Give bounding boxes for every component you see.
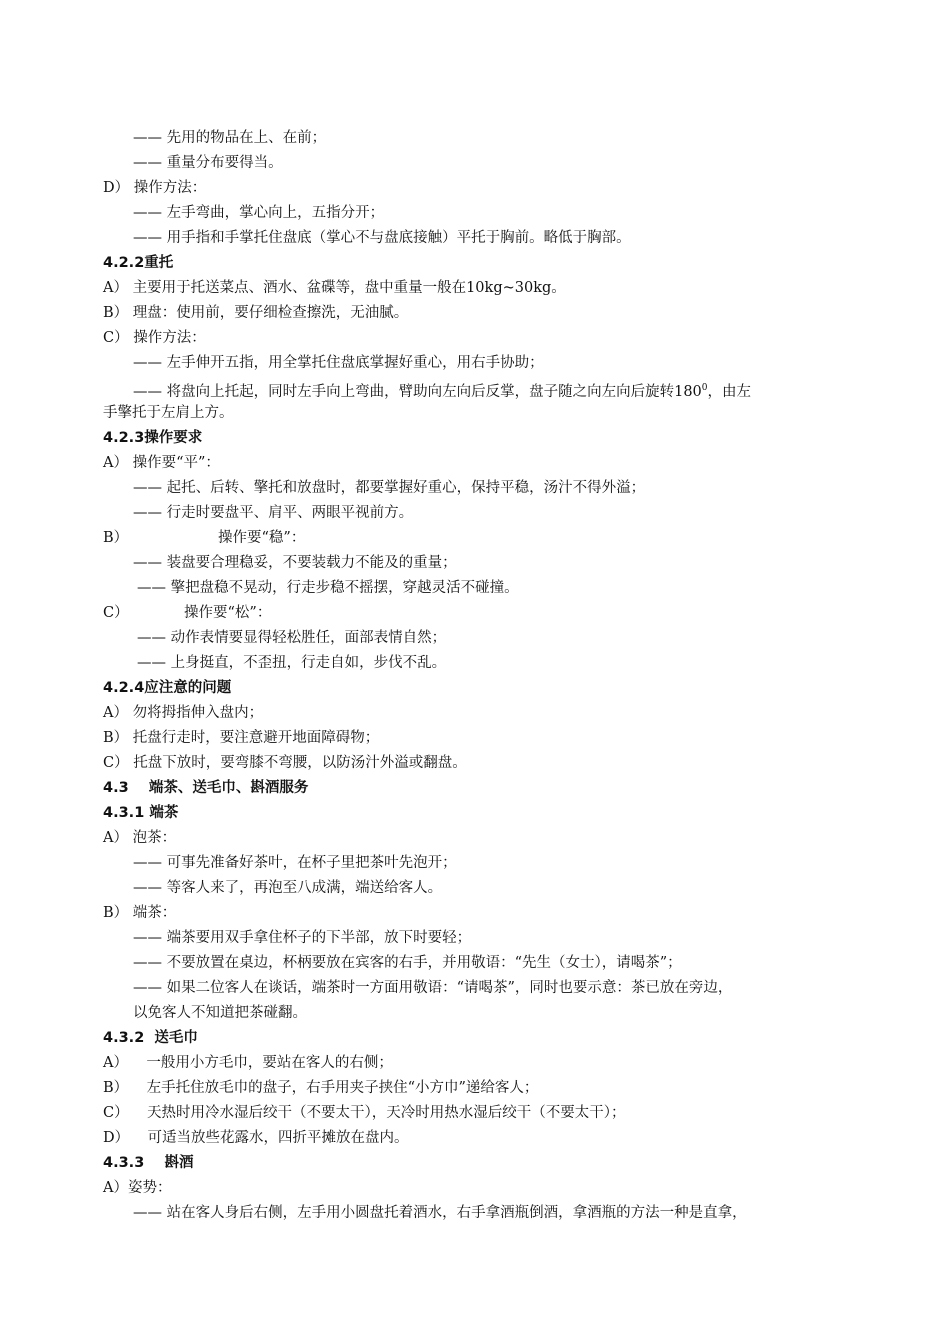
text-line: 手擎托于左肩上方。 xyxy=(103,405,234,421)
text-line: 操作要“松”： xyxy=(184,605,272,621)
text-line: —— 擎把盘稳不晃动，行走步稳不摇摆，穿越灵活不碰撞。 xyxy=(137,580,519,596)
text-line: —— 装盘要合理稳妥，不要装载力不能及的重量； xyxy=(133,555,457,571)
text-line: —— 左手伸开五指，用全掌托住盘底掌握好重心，用右手协助； xyxy=(133,355,544,371)
text-line: B） 左手托住放毛巾的盘子，右手用夹子挟住“小方巾”递给客人； xyxy=(103,1080,539,1096)
section-heading: 4.3.2 送毛巾 xyxy=(103,1030,198,1046)
text-line: A） 操作要“平”： xyxy=(103,455,220,471)
section-heading: 4.2.2重托 xyxy=(103,255,174,271)
text-line: B） 托盘行走时，要注意避开地面障碍物； xyxy=(103,730,380,746)
text-line: A） 一般用小方毛巾，要站在客人的右侧； xyxy=(103,1055,393,1071)
text-line: —— 重量分布要得当。 xyxy=(133,155,283,171)
text-line: A） 主要用于托送菜点、酒水、盆碟等，盘中重量一般在10kg~30kg。 xyxy=(103,280,566,296)
text-line: —— 行走时要盘平、肩平、两眼平视前方。 xyxy=(133,505,414,521)
degree-superscript: 0 xyxy=(701,383,708,393)
text-line: B） 理盘：使用前，要仔细检查擦洗，无油腻。 xyxy=(103,305,409,321)
text-line: D） 可适当放些花露水，四折平摊放在盘内。 xyxy=(103,1130,409,1146)
text-fragment: ，由左 xyxy=(707,384,752,400)
text-line: —— 不要放置在桌边，杯柄要放在宾客的右手，并用敬语：“先生（女士），请喝茶”； xyxy=(133,955,682,971)
list-marker: B） xyxy=(103,530,129,546)
text-line: —— 左手弯曲，掌心向上，五指分开； xyxy=(133,205,385,221)
text-line: —— 端茶要用双手拿住杯子的下半部，放下时要轻； xyxy=(133,930,472,946)
list-marker: C） xyxy=(103,605,129,621)
text-line: —— 站在客人身后右侧，左手用小圆盘托着酒水，右手拿酒瓶倒酒，拿酒瓶的方法一种是直拿， xyxy=(133,1205,747,1221)
text-line: —— 先用的物品在上、在前； xyxy=(133,130,327,146)
text-line: A） 勿将拇指伸入盘内； xyxy=(103,705,264,721)
text-line: —— 起托、后转、擎托和放盘时，都要掌握好重心，保持平稳，汤汁不得外溢； xyxy=(133,480,646,496)
section-heading: 4.3 端茶、送毛巾、斟酒服务 xyxy=(103,780,309,796)
text-line: A） 泡茶： xyxy=(103,830,177,846)
text-line: B） 端茶： xyxy=(103,905,177,921)
text-line: —— 如果二位客人在谈话，端茶时一方面用敬语：“请喝茶”，同时也要示意：茶已放在旁边， xyxy=(133,980,733,996)
text-line: C） 操作方法： xyxy=(103,330,206,346)
text-fragment: —— 将盘向上托起，同时左手向上弯曲，臂助向左向后反掌，盘子随之向左向后旋转180 xyxy=(133,384,702,400)
text-line: —— 动作表情要显得轻松胜任，面部表情自然； xyxy=(137,630,447,646)
text-line: —— 上身挺直，不歪扭，行走自如，步伐不乱。 xyxy=(137,655,447,671)
text-line: —— 用手指和手掌托住盘底（掌心不与盘底接触）平托于胸前。略低于胸部。 xyxy=(133,230,631,246)
text-line: —— 可事先准备好茶叶，在杯子里把茶叶先泡开； xyxy=(133,855,457,871)
text-line: D） 操作方法： xyxy=(103,180,207,196)
section-heading: 4.2.3操作要求 xyxy=(103,430,203,446)
section-heading: 4.3.3 斟酒 xyxy=(103,1155,194,1171)
text-line: C） 天热时用冷水湿后绞干（不要太干），天冷时用热水湿后绞干（不要太干）； xyxy=(103,1105,626,1121)
text-line: A）姿势： xyxy=(103,1180,172,1196)
text-line: —— 等客人来了，再泡至八成满，端送给客人。 xyxy=(133,880,443,896)
text-line: 以免客人不知道把茶碰翻。 xyxy=(133,1005,307,1021)
text-line: C） 托盘下放时，要弯膝不弯腰，以防汤汁外溢或翻盘。 xyxy=(103,755,467,771)
text-line xyxy=(133,378,751,402)
section-heading: 4.2.4应注意的问题 xyxy=(103,680,232,696)
text-line: 操作要“稳”： xyxy=(218,530,306,546)
section-heading: 4.3.1 端茶 xyxy=(103,805,179,821)
